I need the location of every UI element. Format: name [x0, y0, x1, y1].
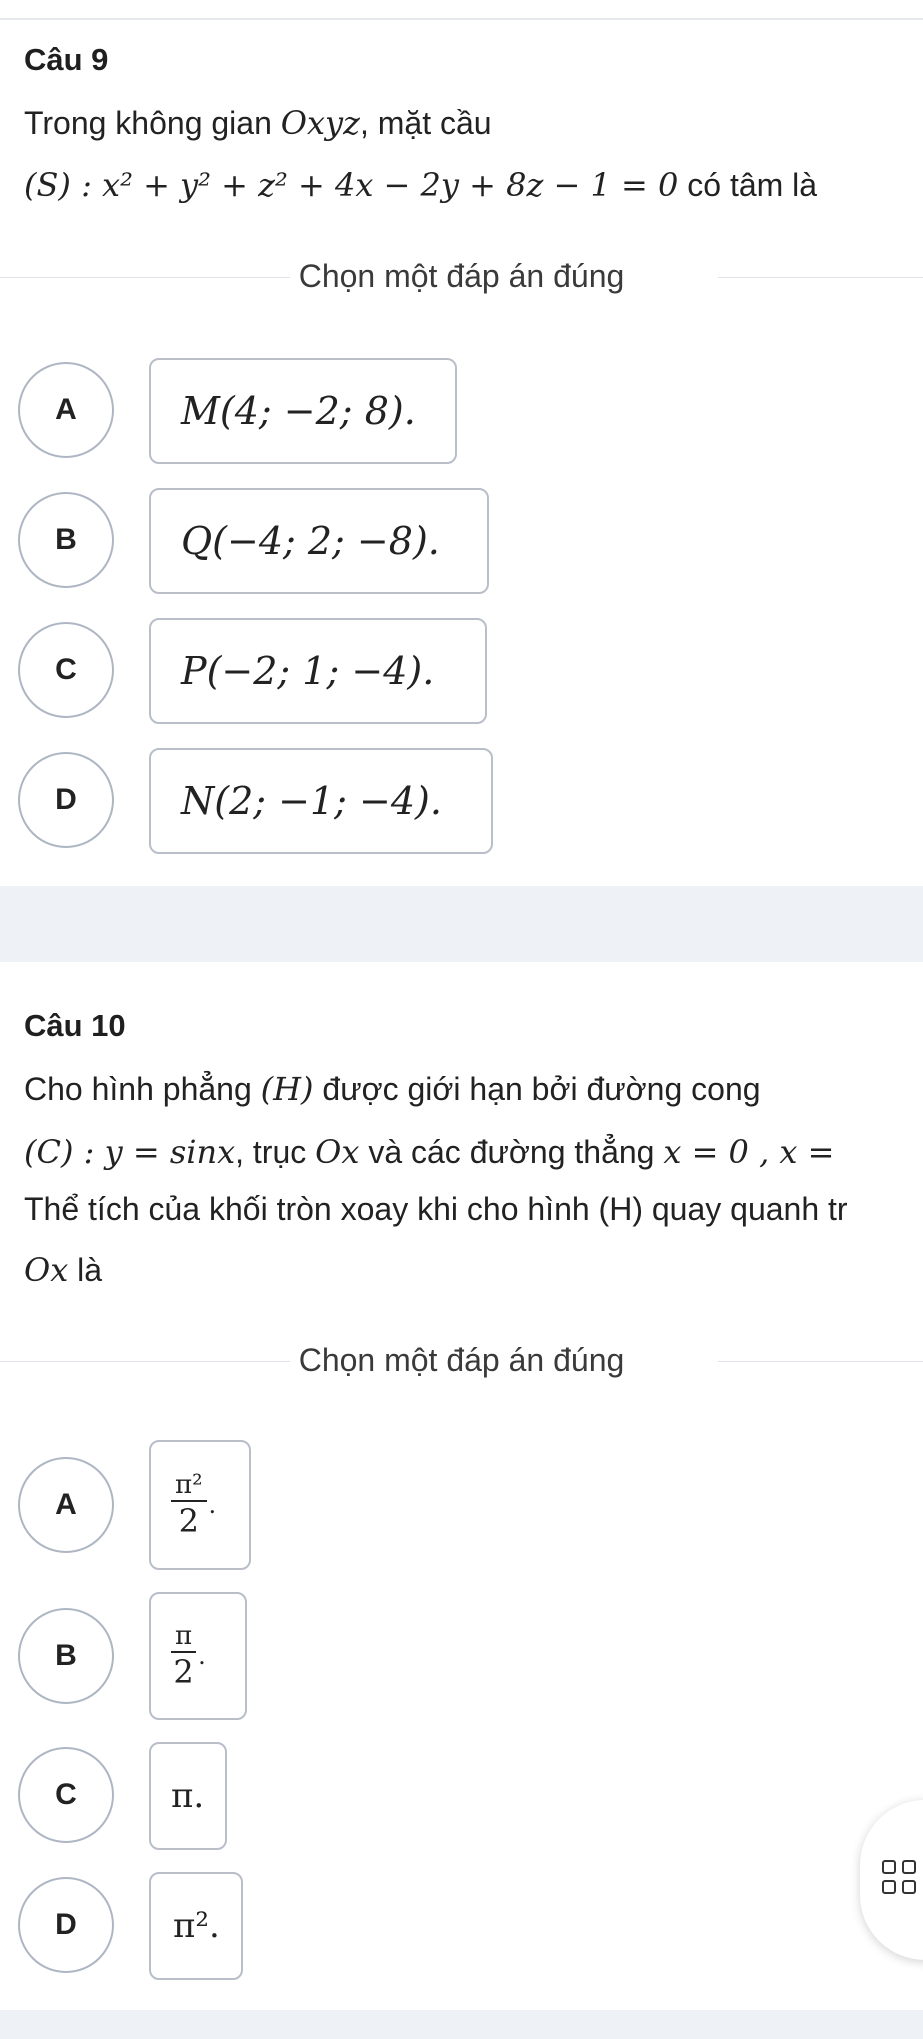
question-10-text-line-3: Thể tích của khối tròn xoay khi cho hình (H) quay quanh tr	[24, 1191, 848, 1227]
choose-answer-label: Chọn một đáp án đúng	[298, 1342, 625, 1378]
grid-icon[interactable]	[882, 1860, 923, 1904]
question-10-text-line-2: (C) : y = sinx, trục Ox và các đường thẳng x = 0 , x =	[24, 1133, 835, 1171]
question-10-prompt-divider	[0, 1342, 923, 1382]
q10-option-c-letter[interactable]: C	[18, 1747, 114, 1843]
q9-option-b-letter[interactable]: B	[18, 492, 114, 588]
q10-option-a-letter[interactable]: A	[18, 1457, 114, 1553]
q10-option-b-answer[interactable]: $\frac{\pi}{2}$ .	[149, 1592, 247, 1720]
q10-option-a-answer[interactable]: $\frac{\text{π²}}{2}$ .	[149, 1440, 251, 1570]
q9-option-a-letter[interactable]: A	[18, 362, 114, 458]
q9-option-b-answer[interactable]: Q(−4; 2; −8).	[149, 488, 489, 594]
q10-option-d-answer[interactable]: π².	[149, 1872, 243, 1980]
question-9-prompt-divider	[0, 258, 923, 298]
q9-option-c-letter[interactable]: C	[18, 622, 114, 718]
fraction: $\frac{\text{π²}}{2}$	[171, 1470, 207, 1540]
sphere-equation: (S) : x² + y² + z² + 4x − 2y + 8z − 1 = 0	[24, 166, 679, 204]
q9-option-d-answer[interactable]: N(2; −1; −4).	[149, 748, 493, 854]
choose-answer-label: Chọn một đáp án đúng	[298, 258, 625, 294]
q9-option-c-answer[interactable]: P(−2; 1; −4).	[149, 618, 487, 724]
top-divider	[0, 18, 923, 20]
question-separator-band	[0, 886, 923, 962]
bottom-band	[0, 2010, 923, 2039]
q10-option-d-letter[interactable]: D	[18, 1877, 114, 1973]
q9-option-d-letter[interactable]: D	[18, 752, 114, 848]
q10-option-c-answer[interactable]: π.	[149, 1742, 227, 1850]
question-9-text-line-2: (S) : x² + y² + z² + 4x − 2y + 8z − 1 = 0 có tâm là	[24, 166, 818, 204]
question-9-title: Câu 9	[24, 42, 109, 77]
fraction: $\frac{\pi}{2}$	[171, 1621, 196, 1691]
question-10-text-line-4: Ox là	[24, 1251, 103, 1289]
q9-option-a-answer[interactable]: M(4; −2; 8).	[149, 358, 457, 464]
question-9-text-line-1: Trong không gian Oxyz, mặt cầu	[24, 104, 492, 142]
question-10-title: Câu 10	[24, 1008, 126, 1043]
question-10-text-line-1: Cho hình phẳng (H) được giới hạn bởi đường cong	[24, 1070, 761, 1108]
q10-option-b-letter[interactable]: B	[18, 1608, 114, 1704]
